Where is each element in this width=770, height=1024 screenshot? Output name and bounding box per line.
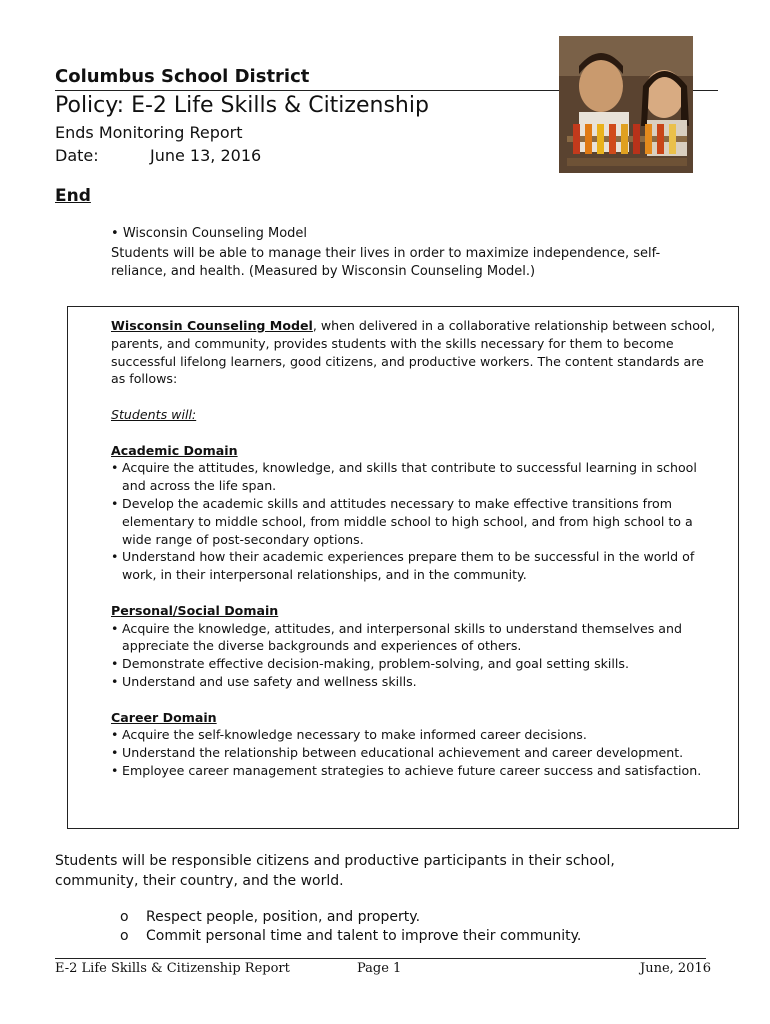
list-item: o Commit personal time and talent to improve their community. <box>120 928 582 944</box>
counseling-model-box <box>67 306 739 829</box>
box-intro <box>111 317 721 388</box>
children-science-photo <box>559 36 693 173</box>
closing-list <box>120 908 581 946</box>
district-name: Columbus School District <box>55 66 310 87</box>
domain-title-career: Career Domain <box>111 709 217 725</box>
box-content <box>111 317 721 780</box>
career-list <box>111 726 721 779</box>
list-item: • Develop the academic skills and attitudes necessary to make effective transitions from elementary to middle school, from middle school to high school, and from high school to a wide range of post-secondary options. <box>111 495 721 548</box>
report-subtitle: Ends Monitoring Report <box>55 123 243 142</box>
photo-illustration <box>559 36 693 173</box>
list-item: • Understand how their academic experiences prepare them to be successful in the world of work, in their interpersonal relationships, and in the community. <box>111 548 721 584</box>
closing-paragraph: Students will be responsible citizens and productive participants in their school, community, their country, and the world. <box>55 853 615 889</box>
list-marker: o <box>120 909 129 925</box>
date-label: Date: <box>55 146 99 165</box>
domain-title-personal-social: Personal/Social Domain <box>111 602 279 618</box>
list-marker: o <box>120 928 129 944</box>
list-item: • Acquire the knowledge, attitudes, and interpersonal skills to understand themselves and appreciate the diverse backgrounds and experiences of others. <box>111 620 721 656</box>
academic-list <box>111 459 721 584</box>
footer-report-name: E-2 Life Skills & Citizenship Report <box>55 961 290 976</box>
list-item: • Acquire the attitudes, knowledge, and skills that contribute to successful learning in school and across the life span. <box>111 459 721 495</box>
students-will-label: Students will: <box>111 406 197 422</box>
footer-date: June, 2016 <box>640 961 711 976</box>
end-heading: End <box>55 186 91 206</box>
box-intro-text: , when delivered in a collaborative relationship between school, parents, and community, provides students with the skills necessary for them to become successful lifelong learners, good citizens, and productive workers. The content standards are as follows: <box>111 318 716 387</box>
end-intro: Students will be able to manage their lives in order to maximize independence, self-reliance, and health. (Measured by Wisconsin Counseling Model.) <box>111 246 661 279</box>
model-name: Wisconsin Counseling Model <box>111 318 313 333</box>
domain-title-academic: Academic Domain <box>111 442 238 458</box>
list-item: • Demonstrate effective decision-making, problem-solving, and goal setting skills. <box>111 655 721 673</box>
footer-page-number: Page 1 <box>357 961 402 976</box>
footer-divider <box>55 958 706 959</box>
list-item: • Acquire the self-knowledge necessary to make informed career decisions. <box>111 726 721 744</box>
bullet-icon: • <box>111 226 123 241</box>
list-item: • Understand and use safety and wellness skills. <box>111 673 721 691</box>
list-item: • Employee career management strategies to achieve future career success and satisfaction. <box>111 762 721 780</box>
list-item: o Respect people, position, and property. <box>120 909 421 925</box>
end-bullet-text: Wisconsin Counseling Model <box>122 226 308 241</box>
end-bullet <box>111 226 307 241</box>
date-value: June 13, 2016 <box>150 146 262 165</box>
personal-social-list <box>111 620 721 691</box>
policy-title: Policy: E-2 Life Skills & Citizenship <box>55 93 429 118</box>
list-item: • Understand the relationship between educational achievement and career development. <box>111 744 721 762</box>
